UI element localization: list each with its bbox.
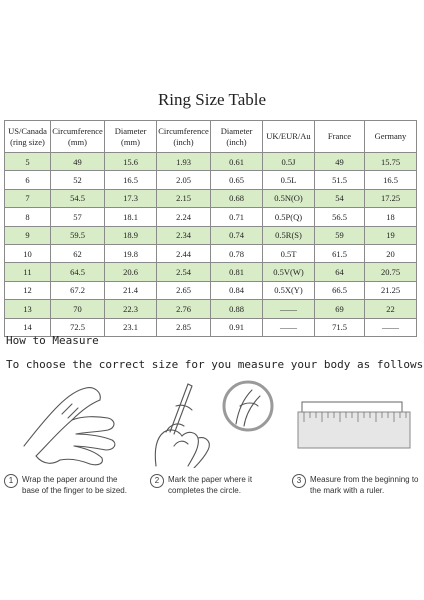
table-cell: 2.85 (157, 318, 211, 336)
table-cell: 0.91 (211, 318, 263, 336)
table-cell: 61.5 (315, 244, 365, 262)
how-to-measure-heading: How to Measure (6, 334, 99, 347)
table-cell: 2.65 (157, 281, 211, 299)
table-cell: 5 (5, 153, 51, 171)
table-cell: —— (263, 300, 315, 318)
table-cell: 0.5N(O) (263, 189, 315, 207)
table-cell: —— (365, 318, 417, 336)
paper-strip (302, 402, 402, 412)
hand-mark-illustration (148, 376, 278, 468)
table-cell: 23.1 (105, 318, 157, 336)
table-cell: 21.25 (365, 281, 417, 299)
ruler-measure-illustration (296, 376, 414, 468)
table-cell: 54.5 (51, 189, 105, 207)
table-cell: 0.5P(Q) (263, 208, 315, 226)
table-cell: 0.5T (263, 244, 315, 262)
table-row (5, 208, 417, 226)
table-cell: 17.3 (105, 189, 157, 207)
table-cell: 0.5V(W) (263, 263, 315, 281)
step-number: 3 (292, 474, 306, 488)
table-cell: 70 (51, 300, 105, 318)
table-row (5, 171, 417, 189)
header-line: Germany (374, 131, 407, 141)
table-row (5, 153, 417, 171)
table-cell: 19 (365, 226, 417, 244)
header-circumference-inch (157, 121, 211, 153)
table-cell: 2.76 (157, 300, 211, 318)
header-diameter-mm (105, 121, 157, 153)
step-number: 1 (4, 474, 18, 488)
table-cell: 0.61 (211, 153, 263, 171)
table-cell: 0.5L (263, 171, 315, 189)
table-cell: 18.1 (105, 208, 157, 226)
table-cell: 2.05 (157, 171, 211, 189)
table-cell: 13 (5, 300, 51, 318)
header-line: (mm) (68, 136, 87, 147)
header-line: (inch) (173, 136, 194, 147)
step-text: Wrap the paper around the base of the finger to be sized. (22, 475, 127, 495)
table-cell: 72.5 (51, 318, 105, 336)
table-cell: 16.5 (365, 171, 417, 189)
ruler (298, 412, 410, 448)
table-cell: 2.34 (157, 226, 211, 244)
table-cell: 9 (5, 226, 51, 244)
table-cell: 49 (315, 153, 365, 171)
table-cell: 12 (5, 281, 51, 299)
table-cell: 0.78 (211, 244, 263, 262)
table-cell: 52 (51, 171, 105, 189)
table-cell: 0.71 (211, 208, 263, 226)
header-us-canada (5, 121, 51, 153)
table-cell: 1.93 (157, 153, 211, 171)
header-circumference-mm (51, 121, 105, 153)
table-cell: 51.5 (315, 171, 365, 189)
header-diameter-inch (211, 121, 263, 153)
table-row (5, 263, 417, 281)
table-cell: 17.25 (365, 189, 417, 207)
table-cell: 64.5 (51, 263, 105, 281)
table-row (5, 300, 417, 318)
table-cell: 14 (5, 318, 51, 336)
hand-wrap-illustration (14, 376, 134, 468)
step-number: 2 (150, 474, 164, 488)
table-row (5, 226, 417, 244)
table-cell: 20 (365, 244, 417, 262)
header-line: US/Canada (8, 125, 47, 136)
table-cell: 0.84 (211, 281, 263, 299)
table-cell: 69 (315, 300, 365, 318)
table-cell: —— (263, 318, 315, 336)
table-cell: 8 (5, 208, 51, 226)
table-cell: 18 (365, 208, 417, 226)
instructions-intro: To choose the correct size for you measure your body as follows (6, 358, 424, 371)
table-cell: 56.5 (315, 208, 365, 226)
table-cell: 67.2 (51, 281, 105, 299)
table-cell: 2.15 (157, 189, 211, 207)
table-cell: 20.75 (365, 263, 417, 281)
table-cell: 21.4 (105, 281, 157, 299)
table-cell: 0.5R(S) (263, 226, 315, 244)
header-germany (365, 121, 417, 153)
table-cell: 66.5 (315, 281, 365, 299)
table-cell: 15.75 (365, 153, 417, 171)
table-cell: 2.24 (157, 208, 211, 226)
table-cell: 59 (315, 226, 365, 244)
header-line: UK/EUR/Au (266, 131, 311, 141)
table-cell: 0.5J (263, 153, 315, 171)
table-cell: 57 (51, 208, 105, 226)
header-line: France (327, 131, 352, 141)
table-cell: 15.6 (105, 153, 157, 171)
table-cell: 0.81 (211, 263, 263, 281)
table-cell: 49 (51, 153, 105, 171)
table-cell: 64 (315, 263, 365, 281)
table-cell: 59.5 (51, 226, 105, 244)
table-header-row (5, 121, 417, 153)
table-cell: 20.6 (105, 263, 157, 281)
step-text: Mark the paper where it completes the circle. (168, 475, 253, 495)
table-cell: 22 (365, 300, 417, 318)
table-cell: 0.68 (211, 189, 263, 207)
step-text: Measure from the beginning to the mark with a ruler. (310, 475, 419, 495)
header-uk-eur-au (263, 121, 315, 153)
table-cell: 0.65 (211, 171, 263, 189)
table-cell: 6 (5, 171, 51, 189)
header-line: Circumference (52, 125, 103, 136)
table-cell: 2.44 (157, 244, 211, 262)
header-line: (ring size) (10, 136, 45, 147)
table-cell: 10 (5, 244, 51, 262)
table-row (5, 189, 417, 207)
header-france (315, 121, 365, 153)
table-row (5, 244, 417, 262)
header-line: Diameter (220, 125, 253, 136)
table-cell: 62 (51, 244, 105, 262)
table-cell: 19.8 (105, 244, 157, 262)
header-line: (mm) (121, 136, 140, 147)
table-cell: 54 (315, 189, 365, 207)
table-cell: 11 (5, 263, 51, 281)
table-cell: 0.88 (211, 300, 263, 318)
table-cell: 2.54 (157, 263, 211, 281)
table-cell: 18.9 (105, 226, 157, 244)
page-title: Ring Size Table (157, 90, 267, 109)
table-cell: 7 (5, 189, 51, 207)
table-cell: 22.3 (105, 300, 157, 318)
table-cell: 71.5 (315, 318, 365, 336)
table-row (5, 281, 417, 299)
table-cell: 0.74 (211, 226, 263, 244)
header-line: Circumference (158, 125, 209, 136)
header-line: (inch) (226, 136, 247, 147)
header-line: Diameter (114, 125, 147, 136)
table-cell: 0.5X(Y) (263, 281, 315, 299)
ring-size-table (4, 120, 417, 337)
table-cell: 16.5 (105, 171, 157, 189)
